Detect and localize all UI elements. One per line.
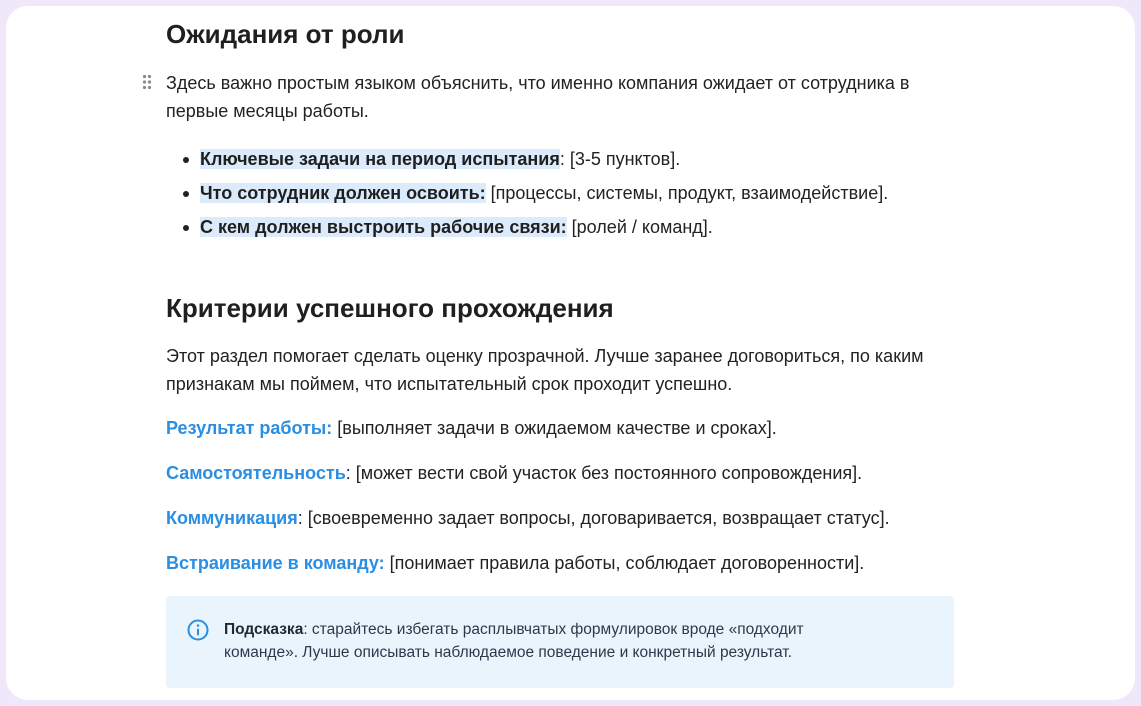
- role-intro-paragraph: [166, 69, 956, 125]
- list-item: [180, 176, 950, 210]
- criteria-label: Результат работы:: [166, 418, 333, 438]
- criteria-item-communication: [166, 504, 890, 532]
- criteria-item-team-integration: [166, 549, 864, 577]
- criteria-intro-paragraph: Этот раздел помогает сделать оценку прозрачной. Лучше заранее договориться, по каким признакам мы поймем, что испытательный срок проходит успешно.: [166, 346, 924, 394]
- criteria-item-result: [166, 414, 777, 442]
- list-item-text: [ролей / команд].: [566, 217, 713, 237]
- list-item-text: [процессы, системы, продукт, взаимодействие].: [485, 183, 889, 203]
- tip-body: : старайтесь избегать расплывчатых формулировок вроде «подходит команде». Лучше описывать наблюдаемое поведение и конкретный результат.: [224, 621, 804, 661]
- tip-label: Подсказка: [224, 621, 304, 638]
- document-card: [6, 6, 1135, 700]
- list-item-label: Что сотрудник должен освоить:: [200, 183, 486, 203]
- tip-callout: [166, 596, 954, 688]
- criteria-label: Коммуникация: [166, 508, 298, 528]
- criteria-label: Самостоятельность: [166, 463, 346, 483]
- criteria-item-independence: [166, 459, 862, 487]
- section-heading-criteria: Критерии успешного прохождения: [166, 293, 614, 323]
- section-heading-role: Ожидания от роли: [166, 19, 405, 49]
- list-item-text: : [3-5 пунктов].: [559, 149, 681, 169]
- drag-handle-icon[interactable]: [142, 74, 152, 90]
- tip-text: [224, 618, 864, 664]
- info-icon: [186, 618, 210, 642]
- criteria-text: : [может вести свой участок без постоянного сопровождения].: [345, 463, 863, 483]
- criteria-label: Встраивание в команду:: [166, 553, 385, 573]
- role-expectations-list: [180, 142, 950, 244]
- criteria-text: [понимает правила работы, соблюдает договоренности].: [384, 553, 865, 573]
- list-item-label: Ключевые задачи на период испытания: [200, 149, 560, 169]
- list-item-label: С кем должен выстроить рабочие связи:: [200, 217, 567, 237]
- role-intro-text: Здесь важно простым языком объяснить, что именно компания ожидает от сотрудника в первые месяцы работы.: [166, 73, 910, 121]
- list-item: [180, 210, 950, 244]
- criteria-text: [выполняет задачи в ожидаемом качестве и сроках].: [332, 418, 777, 438]
- criteria-text: : [своевременно задает вопросы, договаривается, возвращает статус].: [297, 508, 890, 528]
- list-item: [180, 142, 950, 176]
